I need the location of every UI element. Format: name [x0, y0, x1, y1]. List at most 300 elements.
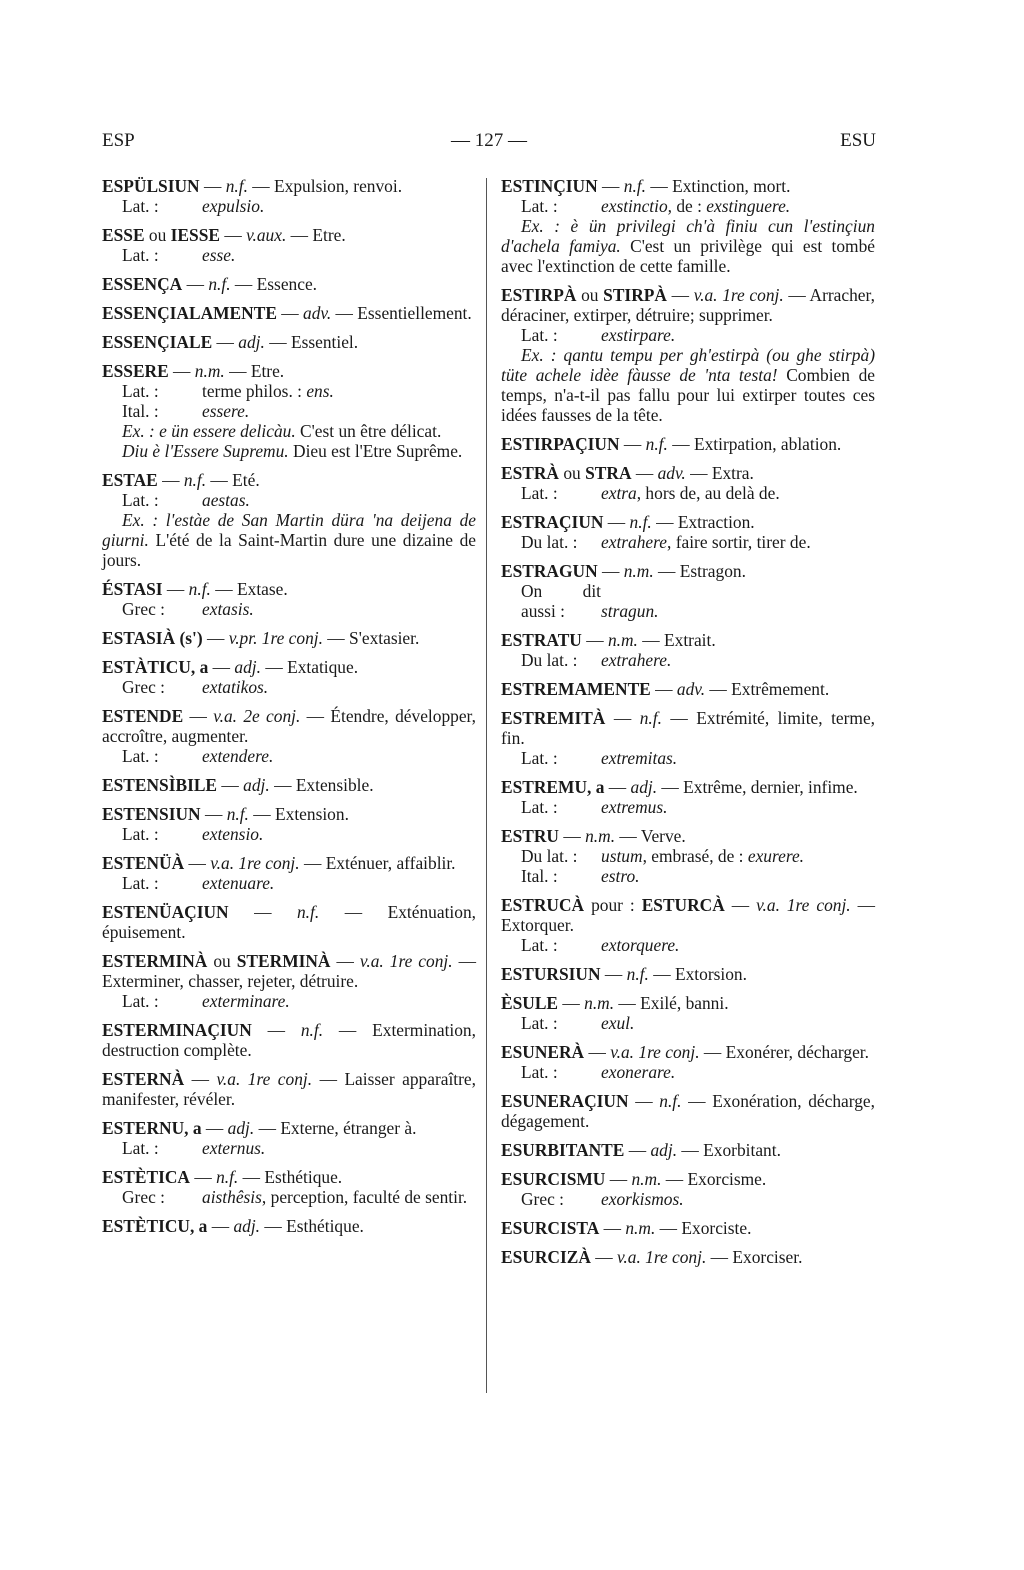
etymology-label: Ital. : — [521, 866, 558, 886]
dictionary-entry — [501, 1218, 875, 1238]
entry-main-line: ESUNERAÇIUN — n.f. — Exonération, décharge, dégagement. — [501, 1091, 875, 1131]
grammar-label: n.m. — [585, 826, 616, 846]
headword: ESPÜLSIUN — [102, 176, 200, 196]
grammar-label: n.f. — [225, 176, 248, 196]
headword: ESURCIZÀ — [501, 1247, 591, 1267]
etymology-value: exul. — [601, 1013, 635, 1033]
grammar-label: n.f. — [183, 470, 207, 490]
grammar-label: n.m. — [625, 1218, 656, 1238]
entry-main-line: ESTRUCÀ pour : ESTURCÀ — v.a. 1re conj. — Extorquer. — [501, 895, 875, 935]
definition: Extrêmement. — [731, 679, 830, 699]
entry-main-line: ESTIRPÀ ou STIRPÀ — v.a. 1re conj. — Arracher, déraciner, extirper, détruire; supprimer. — [501, 285, 875, 325]
headword: ESTÈTICU, a — [102, 1216, 208, 1236]
dictionary-entry — [102, 1118, 476, 1158]
headword-variant: IESSE — [170, 225, 220, 245]
dictionary-entry — [102, 1167, 476, 1207]
dictionary-entry — [102, 951, 476, 1011]
etymology-label: Lat. : — [122, 1138, 159, 1158]
headword: ESTENÜÀ — [102, 853, 185, 873]
entry-main-line: ESURCIZÀ — v.a. 1re conj. — Exorciser. — [501, 1247, 803, 1267]
example-line — [102, 510, 476, 570]
dictionary-entry — [102, 361, 476, 461]
definition: Exténuer, affaiblir. — [325, 853, 456, 873]
entry-main-line: ESSENÇA — n.f. — Essence. — [102, 274, 318, 294]
entry-main-line: ESUNERÀ — v.a. 1re conj. — Exonérer, décharger. — [501, 1042, 869, 1062]
dictionary-entry — [102, 274, 476, 294]
etymology-label: Lat. : — [521, 1013, 558, 1033]
dictionary-entry — [102, 1069, 476, 1109]
example-translation: Dieu est l'Etre Suprême. — [293, 441, 463, 461]
etymology-value: exorkismos. — [601, 1189, 684, 1209]
grammar-label: v.a. 1re conj. — [616, 1247, 707, 1267]
definition: S'extasier. — [349, 628, 420, 648]
etymology-value: extatikos. — [202, 677, 269, 697]
grammar-label: n.f. — [659, 1091, 682, 1111]
grammar-label: n.f. — [296, 902, 320, 922]
entry-main-line: ÉSTASI — n.f. — Extase. — [102, 579, 288, 599]
etymology-line — [102, 196, 476, 216]
grammar-label: adv. — [303, 303, 332, 323]
etymology-line — [501, 935, 875, 955]
etymology-value: exonerare. — [601, 1062, 676, 1082]
definition: Extatique. — [287, 657, 359, 677]
definition: Exilé, banni. — [640, 993, 729, 1013]
grammar-label: n.f. — [216, 1167, 239, 1187]
entry-main-line: ESTRATU — n.m. — Extrait. — [501, 630, 716, 650]
dictionary-entry — [501, 561, 875, 621]
headword-variant: ESTURCÀ — [641, 895, 725, 915]
etymology-value: ustum — [601, 846, 643, 866]
etymology-label: Lat. : — [122, 381, 159, 401]
definition: Extrême, dernier, infime. — [683, 777, 858, 797]
column-divider — [486, 178, 487, 1393]
entry-main-line: ESSENÇIALAMENTE — adv. — Essentiellement. — [102, 303, 472, 323]
grammar-label: n.f. — [208, 274, 231, 294]
etymology-line — [102, 401, 476, 421]
etymology-line — [501, 748, 875, 768]
etymology-label: Lat. : — [122, 991, 159, 1011]
headword: ESTREMAMENTE — [501, 679, 651, 699]
right-column — [501, 176, 875, 1276]
definition: Exonérer, décharger. — [725, 1042, 869, 1062]
etymology-value: essere. — [202, 401, 250, 421]
entry-main-line: ESPÜLSIUN — n.f. — Expulsion, renvoi. — [102, 176, 403, 196]
dictionary-entry — [501, 993, 875, 1033]
example-line — [501, 216, 875, 276]
dictionary-entry — [501, 463, 875, 503]
grammar-label: n.m. — [194, 361, 225, 381]
definition: Exorciser. — [732, 1247, 803, 1267]
headword: ESTRUCÀ — [501, 895, 585, 915]
etymology-value-2: exstinguere. — [706, 196, 791, 216]
grammar-label: v.aux. — [246, 225, 287, 245]
definition: Expulsion, renvoi. — [274, 176, 403, 196]
entry-main-line: ESTREMU, a — adj. — Extrême, dernier, infime. — [501, 777, 858, 797]
headword: ESTERNÀ — [102, 1069, 185, 1089]
definition: Extermination, destruction complète. — [102, 1020, 476, 1060]
entry-main-line: ESURCISTA — n.m. — Exorciste. — [501, 1218, 752, 1238]
definition: Extorsion. — [674, 964, 747, 984]
example-text: Ex. : l'estàe de San Martin düra 'na deijena de giurni. — [102, 510, 476, 550]
definition: Esthétique. — [264, 1167, 343, 1187]
etymology-label: Ital. : — [122, 401, 159, 421]
grammar-label: n.m. — [584, 993, 615, 1013]
etymology-label: Grec : — [122, 1187, 165, 1207]
grammar-label: adj. — [234, 657, 261, 677]
etymology-label: Lat. : — [122, 196, 159, 216]
variant-connector: ou — [213, 951, 231, 971]
entry-main-line: ESTERNU, a — adj. — Externe, étranger à. — [102, 1118, 417, 1138]
etymology-line — [102, 1138, 476, 1158]
dictionary-entry — [102, 902, 476, 942]
entry-main-line: ESTREMAMENTE — adv. — Extrêmement. — [501, 679, 830, 699]
entry-main-line: ESSE ou IESSE — v.aux. — Etre. — [102, 225, 346, 245]
headword: ESTIRPÀ — [501, 285, 577, 305]
etymology-value: exstinctio, — [601, 196, 672, 216]
entry-main-line: ESTIRPAÇIUN — n.f. — Extirpation, ablation. — [501, 434, 842, 454]
dictionary-entry — [501, 964, 875, 984]
grammar-label: v.a. 1re conj. — [693, 285, 784, 305]
example-text: Diu è l'Essere Supremu. — [122, 441, 289, 461]
entry-main-line: ESTAE — n.f. — Eté. — [102, 470, 260, 490]
etymology-label: Lat. : — [122, 824, 159, 844]
headword: ESTASIÀ (s') — [102, 628, 203, 648]
etymology-label: Du lat. : — [521, 650, 578, 670]
dictionary-entry — [102, 775, 476, 795]
entry-main-line: ESTRU — n.m. — Verve. — [501, 826, 686, 846]
headword: ESUNERAÇIUN — [501, 1091, 629, 1111]
example-line — [102, 441, 476, 461]
dictionary-entry — [501, 708, 875, 768]
definition: Extorquer. — [501, 915, 574, 935]
etymology-line — [501, 866, 875, 886]
definition: Exonération, décharge, dégagement. — [501, 1091, 875, 1131]
etymology-gloss: , perception, faculté de sentir. — [261, 1187, 468, 1207]
left-column — [102, 176, 476, 1245]
dictionary-entry — [501, 1140, 875, 1160]
header-left-guide-word: ESP — [102, 130, 135, 151]
dictionary-entry — [102, 628, 476, 648]
grammar-label: v.a. 1re conj. — [610, 1042, 700, 1062]
headword: ESTINÇIUN — [501, 176, 598, 196]
headword: ESTRÀ — [501, 463, 559, 483]
headword: ESTENÜAÇIUN — [102, 902, 229, 922]
definition: Etre. — [312, 225, 346, 245]
definition: Extension. — [275, 804, 349, 824]
definition: Estragon. — [679, 561, 746, 581]
dictionary-entry — [102, 804, 476, 844]
dictionary-entry — [501, 895, 875, 955]
etymology-value: exterminare. — [202, 991, 290, 1011]
grammar-label: n.f. — [188, 579, 211, 599]
etymology-label: Lat. : — [521, 935, 558, 955]
definition: Extensible. — [295, 775, 374, 795]
variant-connector: ou — [148, 225, 167, 245]
dictionary-entry — [102, 657, 476, 697]
grammar-label: v.a. 1re conj. — [756, 895, 851, 915]
grammar-label: adj. — [238, 332, 265, 352]
headword: ESTÀTICU, a — [102, 657, 209, 677]
definition: Esthétique. — [286, 1216, 364, 1236]
etymology-line — [501, 797, 875, 817]
etymology-value: esse. — [202, 245, 236, 265]
etymology-label: Du lat. : — [521, 532, 578, 552]
grammar-label: adj. — [243, 775, 270, 795]
etymology-value: extremus. — [601, 797, 668, 817]
grammar-label: v.a. 1re conj. — [216, 1069, 313, 1089]
definition: Verve. — [640, 826, 686, 846]
dictionary-entry — [102, 706, 476, 766]
grammar-label: n.f. — [623, 176, 646, 196]
grammar-label: n.f. — [629, 512, 652, 532]
etymology-gloss: , hors de, au delà de. — [636, 483, 780, 503]
etymology-gloss: , faire sortir, tirer de. — [667, 532, 811, 552]
etymology-label: Lat. : — [122, 245, 159, 265]
etymology-value: extra — [601, 483, 637, 503]
etymology-value: extorquere. — [601, 935, 680, 955]
etymology-line — [501, 1189, 875, 1209]
dictionary-entry — [501, 1091, 875, 1131]
etymology-line — [102, 873, 476, 893]
etymology-gloss: terme philos. : — [202, 381, 307, 401]
dictionary-entry — [501, 679, 875, 699]
definition: Essentiellement. — [357, 303, 472, 323]
headword: ESTRATU — [501, 630, 582, 650]
headword: ÉSTASI — [102, 579, 163, 599]
etymology-line — [501, 1062, 875, 1082]
etymology-value: aestas. — [202, 490, 250, 510]
entry-main-line: ESTRAÇIUN — n.f. — Extraction. — [501, 512, 755, 532]
grammar-label: v.pr. 1re conj. — [228, 628, 323, 648]
etymology-value: ens. — [306, 381, 334, 401]
dictionary-entry — [501, 1169, 875, 1209]
entry-main-line: ESTINÇIUN — n.f. — Extinction, mort. — [501, 176, 791, 196]
headword: ESTIRPAÇIUN — [501, 434, 620, 454]
entry-main-line: ESTÈTICA — n.f. — Esthétique. — [102, 1167, 343, 1187]
headword: ESTURSIUN — [501, 964, 601, 984]
headword: ESTERMINÀ — [102, 951, 208, 971]
etymology-line — [102, 381, 476, 401]
definition: Extrémité, limite, terme, fin. — [501, 708, 876, 748]
etymology-value: extrahere — [601, 532, 667, 552]
dictionary-entry — [501, 1247, 875, 1267]
etymology-label: Lat. : — [521, 797, 558, 817]
grammar-label: n.f. — [626, 964, 649, 984]
headword-variant: STRA — [585, 463, 632, 483]
headword: ESURBITANTE — [501, 1140, 625, 1160]
etymology-line — [501, 196, 875, 216]
variant-connector: ou — [581, 285, 599, 305]
etymology-label: Lat. : — [521, 748, 558, 768]
definition: Extra. — [711, 463, 754, 483]
etymology-line — [501, 846, 875, 866]
entry-main-line: ESTENÜÀ — v.a. 1re conj. — Exténuer, affaiblir. — [102, 853, 456, 873]
definition: Exorciste. — [681, 1218, 752, 1238]
headword: ESSENÇIALE — [102, 332, 213, 352]
etymology-line — [102, 677, 476, 697]
headword: ESTENDE — [102, 706, 184, 726]
headword: ESSE — [102, 225, 145, 245]
etymology-line — [102, 746, 476, 766]
grammar-label: adj. — [227, 1118, 255, 1138]
etymology-value: exstirpare. — [601, 325, 676, 345]
definition: Arracher, déraciner, extirper, détruire; supprimer. — [501, 285, 875, 325]
entry-main-line: ESTREMITÀ — n.f. — Extrémité, limite, terme, fin. — [501, 708, 876, 748]
definition: Extase. — [237, 579, 288, 599]
example-line — [501, 345, 875, 425]
dictionary-entry — [501, 512, 875, 552]
definition: Exténuation, épuisement. — [102, 902, 476, 942]
grammar-label: adv. — [657, 463, 686, 483]
etymology-value: estro. — [601, 866, 640, 886]
definition: Laisser apparaître, manifester, révéler. — [102, 1069, 476, 1109]
example-translation: C'est un être délicat. — [300, 421, 442, 441]
dictionary-entry — [102, 1020, 476, 1060]
dictionary-entry — [102, 176, 476, 216]
grammar-label: n.f. — [300, 1020, 324, 1040]
headword: ESSENÇIALAMENTE — [102, 303, 277, 323]
example-translation: Combien de temps, n'a-t-il pas fallu pour lui extirper toutes ces idées fausses de la tête. — [501, 365, 875, 425]
headword: ESSENÇA — [102, 274, 183, 294]
entry-main-line: ESTENDE — v.a. 2e conj. — Étendre, développer, accroître, augmenter. — [102, 706, 476, 746]
definition: Extinction, mort. — [672, 176, 791, 196]
headword: ESTÈTICA — [102, 1167, 190, 1187]
headword: ESUNERÀ — [501, 1042, 585, 1062]
grammar-label: n.f. — [639, 708, 662, 728]
grammar-label: v.a. 1re conj. — [359, 951, 453, 971]
definition: Etre. — [250, 361, 285, 381]
dictionary-entry — [501, 285, 875, 425]
definition: Étendre, développer, accroître, augmenter. — [102, 706, 476, 746]
etymology-line — [501, 532, 875, 552]
grammar-label: adv. — [676, 679, 706, 699]
dictionary-entry — [501, 1042, 875, 1082]
etymology-value: extasis. — [202, 599, 254, 619]
etymology-value: stragun. — [601, 601, 659, 621]
etymology-value: externus. — [202, 1138, 266, 1158]
definition: Eté. — [232, 470, 260, 490]
grammar-label: n.m. — [623, 561, 654, 581]
headword-variant: STERMINÀ — [236, 951, 331, 971]
entry-main-line: ESTÀTICU, a — adj. — Extatique. — [102, 657, 359, 677]
entry-main-line: ESTÈTICU, a — adj. — Esthétique. — [102, 1216, 364, 1236]
definition: Extirpation, ablation. — [693, 434, 842, 454]
headword: ESTERMINAÇIUN — [102, 1020, 252, 1040]
grammar-label: adj. — [650, 1140, 678, 1160]
grammar-label: v.a. 2e conj. — [213, 706, 301, 726]
headword: ESTREMU, a — [501, 777, 605, 797]
etymology-label: Du lat. : — [521, 846, 578, 866]
headword: ESTRU — [501, 826, 559, 846]
headword: ESTENSIUN — [102, 804, 201, 824]
entry-main-line: ESTRÀ ou STRA — adv. — Extra. — [501, 463, 754, 483]
grammar-label: v.a. 1re conj. — [210, 853, 300, 873]
grammar-label: adj. — [233, 1216, 261, 1236]
etymology-label: On dit aussi : — [521, 581, 601, 621]
grammar-label: n.m. — [607, 630, 638, 650]
etymology-label: Grec : — [122, 677, 165, 697]
definition: Exorbitant. — [703, 1140, 781, 1160]
etymology-label: Lat. : — [521, 196, 558, 216]
etymology-line — [102, 1187, 476, 1207]
entry-main-line: ESTENSIUN — n.f. — Extension. — [102, 804, 349, 824]
entry-main-line: ESURBITANTE — adj. — Exorbitant. — [501, 1140, 781, 1160]
grammar-label: n.f. — [226, 804, 249, 824]
headword: ÈSULE — [501, 993, 559, 1013]
headword: ESTREMITÀ — [501, 708, 606, 728]
etymology-value: extrahere. — [601, 650, 672, 670]
definition: Exorcisme. — [687, 1169, 767, 1189]
entry-main-line: ESTENÜAÇIUN — n.f. — Exténuation, épuisement. — [102, 902, 476, 942]
etymology-line — [102, 599, 476, 619]
etymology-value-2: exurere. — [747, 846, 805, 866]
dictionary-entry — [501, 777, 875, 817]
etymology-label: Lat. : — [521, 483, 558, 503]
entry-main-line: ESSERE — n.m. — Etre. — [102, 361, 285, 381]
definition: Extraction. — [677, 512, 755, 532]
entry-main-line: ESTENSÌBILE — adj. — Extensible. — [102, 775, 374, 795]
grammar-label: n.f. — [645, 434, 668, 454]
etymology-line — [102, 245, 476, 265]
entry-main-line: ÈSULE — n.m. — Exilé, banni. — [501, 993, 729, 1013]
page-header — [102, 130, 876, 154]
headword: ESTENSÌBILE — [102, 775, 218, 795]
definition: Extrait. — [664, 630, 716, 650]
etymology-label: Lat. : — [122, 746, 159, 766]
etymology-label: Grec : — [122, 599, 165, 619]
header-right-guide-word: ESU — [840, 130, 876, 151]
definition: Externe, étranger à. — [280, 1118, 417, 1138]
entry-main-line: ESURCISMU — n.m. — Exorcisme. — [501, 1169, 767, 1189]
dictionary-entry — [102, 470, 476, 570]
headword: ESTRAGUN — [501, 561, 598, 581]
etymology-line — [501, 1013, 875, 1033]
entry-main-line: ESTERNÀ — v.a. 1re conj. — Laisser apparaître, manifester, révéler. — [102, 1069, 476, 1109]
etymology-line — [102, 991, 476, 1011]
headword: ESTAE — [102, 470, 158, 490]
etymology-line — [501, 581, 875, 621]
dictionary-entry — [102, 332, 476, 352]
entry-main-line: ESTERMINAÇIUN — n.f. — Extermination, destruction complète. — [102, 1020, 476, 1060]
dictionary-entry — [501, 434, 875, 454]
dictionary-entry — [501, 826, 875, 886]
dictionary-entry — [102, 303, 476, 323]
headword: ESURCISTA — [501, 1218, 600, 1238]
etymology-line — [501, 325, 875, 345]
dictionary-entry — [102, 1216, 476, 1236]
entry-main-line: ESSENÇIALE — adj. — Essentiel. — [102, 332, 359, 352]
variant-connector: ou — [563, 463, 581, 483]
headword: ESTRAÇIUN — [501, 512, 604, 532]
entry-main-line: ESTRAGUN — n.m. — Estragon. — [501, 561, 746, 581]
etymology-line — [501, 483, 875, 503]
variant-connector: pour : — [591, 895, 635, 915]
dictionary-entry — [102, 225, 476, 265]
etymology-label: Lat. : — [122, 490, 159, 510]
etymology-label: Grec : — [521, 1189, 564, 1209]
etymology-value: aisthêsis — [202, 1187, 262, 1207]
dictionary-entry — [501, 630, 875, 670]
etymology-gloss: , embrasé, de : — [642, 846, 748, 866]
etymology-line — [501, 650, 875, 670]
etymology-value: extremitas. — [601, 748, 678, 768]
dictionary-entry — [102, 853, 476, 893]
dictionary-entry — [501, 176, 875, 276]
entry-main-line: ESTURSIUN — n.f. — Extorsion. — [501, 964, 747, 984]
etymology-line — [102, 490, 476, 510]
definition: Essence. — [256, 274, 318, 294]
etymology-label: Lat. : — [122, 873, 159, 893]
